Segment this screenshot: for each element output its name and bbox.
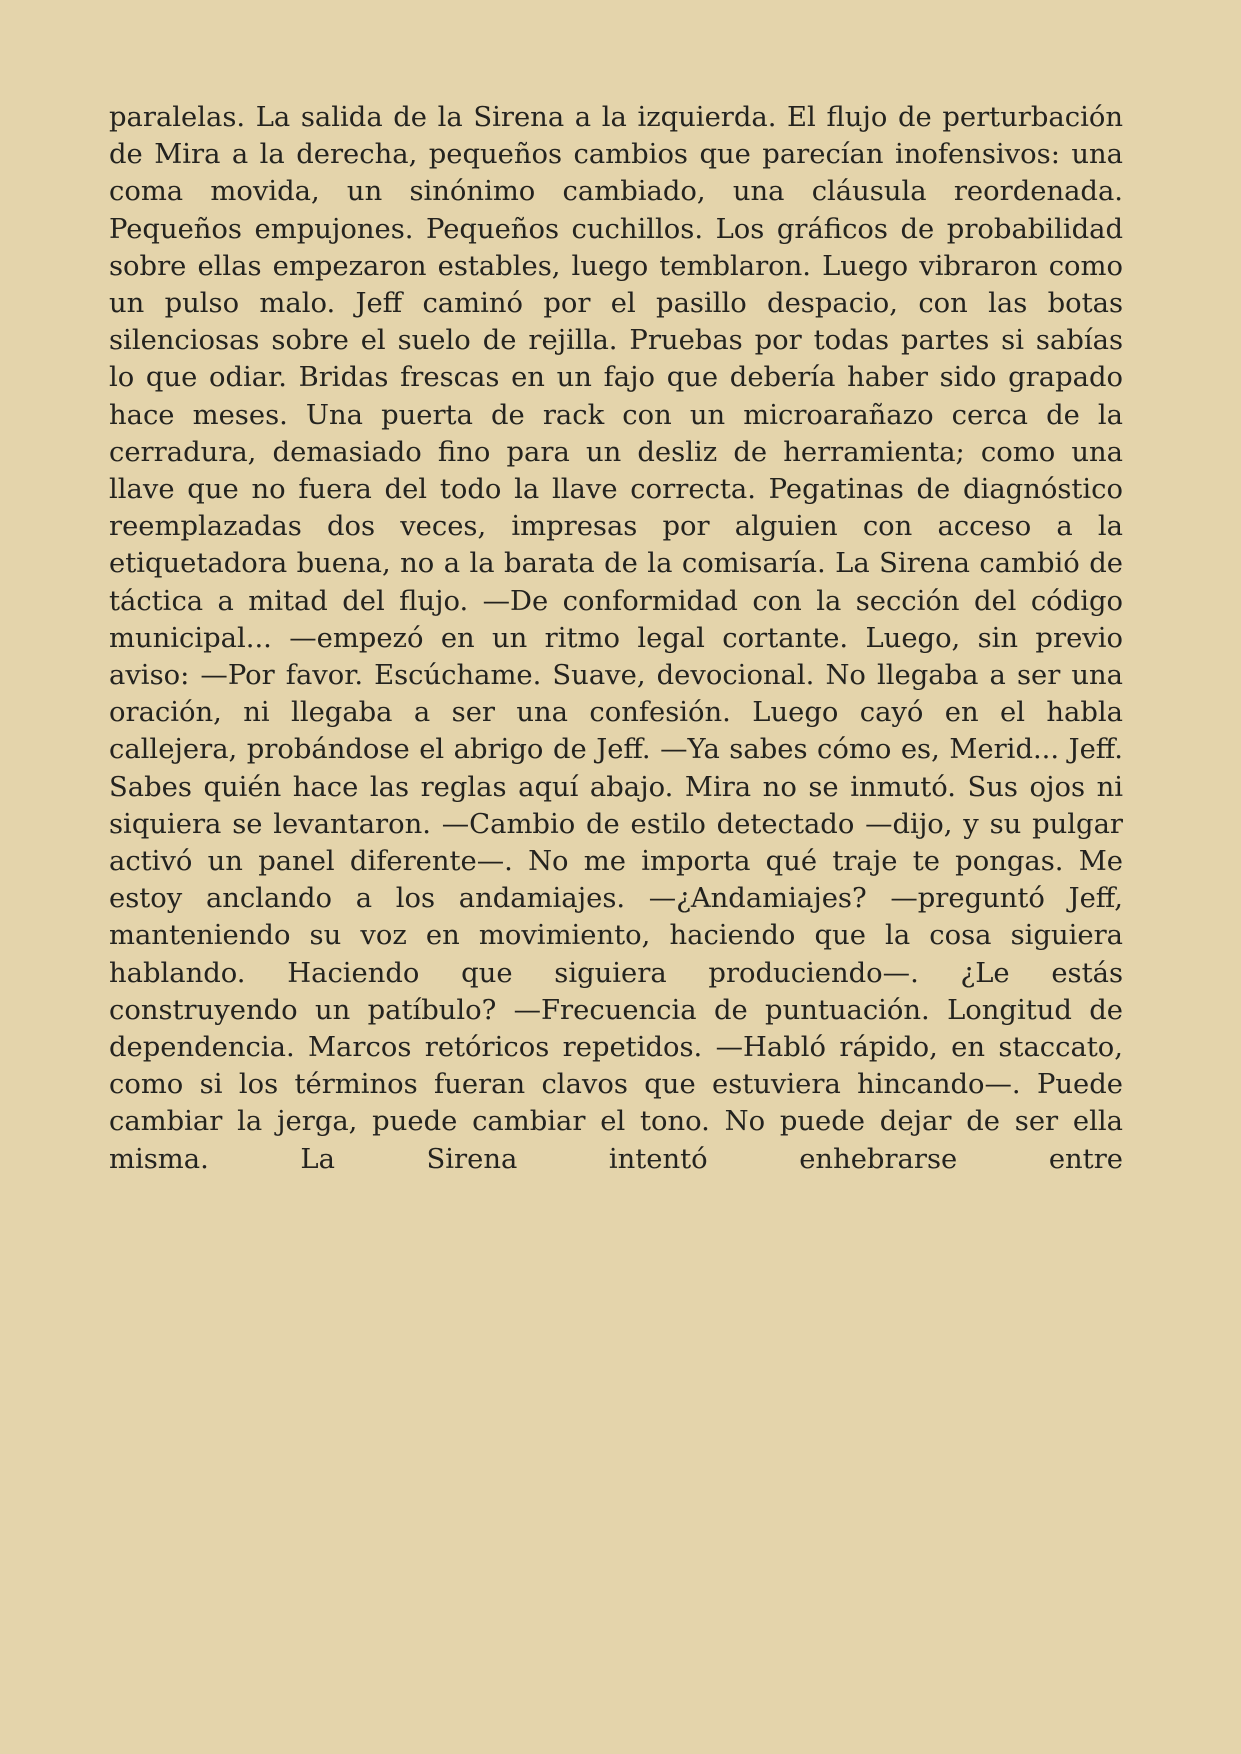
body-paragraph: paralelas. La salida de la Sirena a la izquierda. El flujo de perturbación de Mira a la derecha, pequeños cambios que parecían inofensivos: una coma movida, un sinónimo cambiado, una cláusula reordenada. Pequeños empujones. Pequeños cuchillos. Los gráficos de probabilidad sobre ellas empezaron estables, luego temblaron. Luego vibraron como un pulso malo. Jeff caminó por el pasillo despacio, con las botas silenciosas sobre el suelo de rejilla. Pruebas por todas partes si sabías lo que odiar. Bridas frescas en un fajo que debería haber sido grapado hace meses. Una puerta de rack con un microarañazo cerca de la cerradura, demasiado fino para un desliz de herramienta; como una llave que no fuera del todo la llave correcta. Pegatinas de diagnóstico reemplazadas dos veces, impresas por alguien con acceso a la etiquetadora buena, no a la barata de la comisaría. La Sirena cambió de táctica a mitad del flujo. —De conformidad con la sección del código municipal... —empezó en un ritmo legal cortante. Luego, sin previo aviso: —Por favor. Escúchame. Suave, devocional. No llegaba a ser una oración, ni llegaba a ser una confesión. Luego cayó en el habla callejera, probándose el abrigo de Jeff. —Ya sabes cómo es, Merid... Jeff. Sabes quién hace las reglas aquí abajo. Mira no se inmutó. Sus ojos ni siquiera se levantaron. —Cambio de estilo detectado —dijo, y su pulgar activó un panel diferente—. No me importa qué traje te pongas. Me estoy anclando a los andamiajes. —¿Andamiajes? —preguntó Jeff, manteniendo su voz en movimiento, haciendo que la cosa siguiera hablando. Haciendo que siguiera produciendo—. ¿Le estás construyendo un patíbulo? —Frecuencia de puntuación. Longitud de dependencia. Marcos retóricos repetidos. —Habló rápido, en staccato, como si los términos fueran clavos que estuviera hincando—. Puede cambiar la jerga, puede cambiar el tono. No puede dejar de ser ella misma. La Sirena intentó enhebrarse entre — [109, 102, 1123, 1175]
text-column — [109, 99, 1123, 1215]
